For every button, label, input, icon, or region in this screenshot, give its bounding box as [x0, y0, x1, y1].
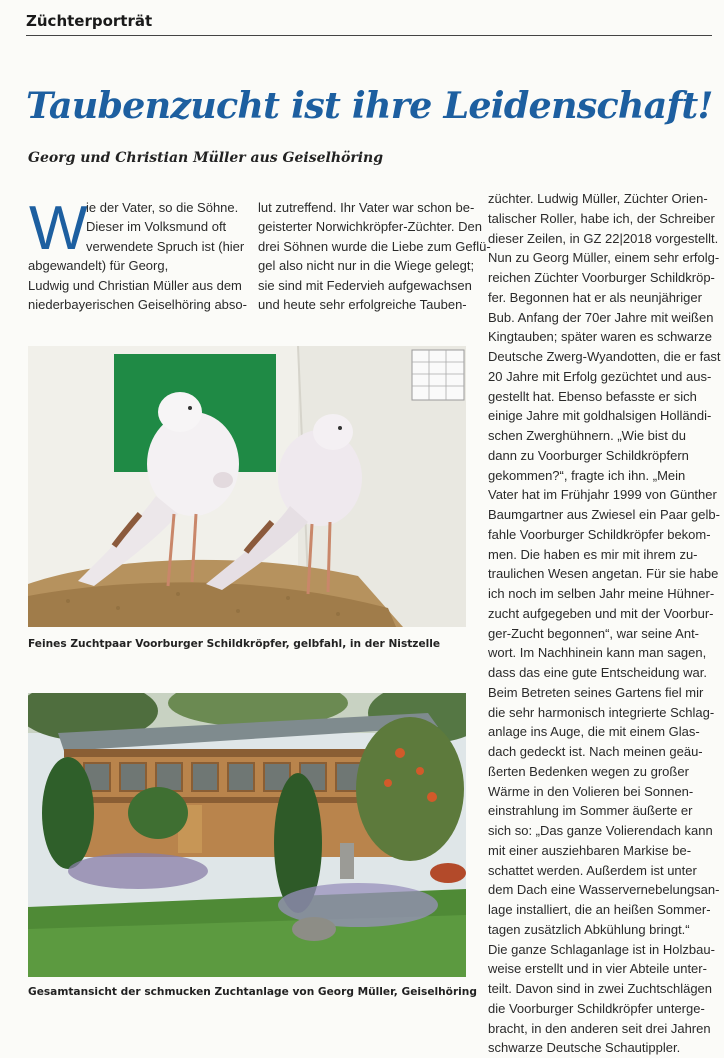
section-divider [26, 35, 712, 36]
text-line: reichen Züchter Voorburger Schildkröp- [488, 270, 715, 285]
drop-cap: W [29, 194, 88, 263]
text-line: schen Zwerghühnern. „Wie bist du [488, 428, 686, 443]
text-column-1 [28, 194, 247, 314]
breeding-facility-photo [28, 693, 466, 977]
text-line: Bub. Anfang der 70er Jahre mit weißen [488, 309, 714, 325]
text-line: mit einer ausziehbaren Markise be- [488, 842, 692, 858]
article-subtitle: Georg und Christian Müller aus Geiselhöring [28, 150, 384, 166]
text-line: gestellt hat. Ebenso befasste er sich [488, 388, 697, 404]
text-line: dann zu Voorburger Schildkröpfern [488, 447, 689, 463]
text-line: bracht, in den anderen seit drei Jahren [488, 1020, 711, 1036]
text-line: abgewandelt) für Georg, [28, 258, 169, 274]
text-line: Kingtauben; später waren es schwarze [488, 329, 713, 345]
text-line: ger-Zucht begonnen“, war seine Ant- [488, 625, 700, 641]
text-line: zucht aufgegeben und mit der Voorbur- [488, 605, 714, 621]
text-line: ßerten Bedenken wegen zu großer [488, 763, 689, 779]
text-line: die sehr harmonisch integrierte Schlag- [488, 704, 715, 720]
text-line: Wärme in den Volieren bei Sonnen- [488, 783, 694, 799]
text-line: Baumgartner aus Zwiesel ein Paar gelb- [488, 507, 720, 522]
text-line: verwendete Spruch ist (hier [86, 238, 245, 254]
text-line: dass das eine gute Entscheidung war. [488, 665, 707, 680]
text-line: Vater hat im Frühjahr 1999 von Günther [488, 487, 717, 503]
text-line: ich noch im selben Jahr meine Hühner- [488, 586, 715, 601]
text-line: dach gedeckt ist. Nach meinen geäu- [488, 744, 703, 759]
text-line: dieser Zeilen, in GZ 22|2018 vorgestellt. [488, 230, 719, 246]
section-label: Züchterporträt [26, 12, 153, 30]
text-line: fer. Begonnen hat er als neunjähriger [488, 289, 702, 305]
text-line: 20 Jahre mit Erfolg gezüchtet und aus- [488, 368, 712, 384]
text-line: Dieser im Volksmund oft [86, 219, 227, 235]
text-line: züchter. Ludwig Müller, Züchter Orien- [488, 191, 708, 206]
text-column-2 [258, 198, 491, 314]
text-line: men. Die haben es mir mit ihrem zu- [488, 546, 698, 562]
text-line: sie sind mit Federvieh aufgewachsen [258, 277, 472, 293]
breeding-facility-illustration [28, 693, 466, 977]
text-line: Nun zu Georg Müller, einem sehr erfolg- [488, 250, 720, 266]
text-line: tagen zusätzlich Abkühlung bringt.“ [488, 921, 690, 937]
text-column-3 [488, 189, 721, 1058]
text-line: gel also nicht nur in die Wiege gelegt; [258, 258, 475, 274]
text-line: traulichen Wesen angetan. Für sie habe [488, 566, 719, 582]
text-line: Die ganze Schlaganlage ist in Holzbau- [488, 941, 715, 957]
text-line: anlage ins Auge, die mit einem Glas- [488, 724, 700, 740]
pigeon-pair-illustration [28, 346, 466, 627]
text-line: lage installiert, die an heißen Sommer- [488, 902, 711, 917]
text-line: ie der Vater, so die Söhne. [86, 200, 239, 215]
text-line: die Voorburger Schildkröpfer unterge- [488, 1000, 705, 1016]
text-line: sich so: „Das ganze Volierendach kann [488, 823, 713, 838]
article-title: Taubenzucht ist ihre Leidenschaft! [26, 84, 713, 127]
text-line: weise erstellt und in vier Abteile unter- [488, 961, 707, 977]
text-line: drei Söhnen wurde die Liebe zum Geflü- [258, 238, 491, 254]
text-line: talischer Roller, habe ich, der Schreiber [488, 210, 715, 226]
text-line: dem Dach eine Wasservernebelungsan- [488, 882, 720, 898]
text-line: Beim Betreten seines Gartens fiel mir [488, 684, 704, 700]
text-line: schattet werden. Außerdem ist unter [488, 862, 697, 878]
text-line: Ludwig und Christian Müller aus dem [28, 277, 242, 293]
text-line: einige Jahre mit goldhalsigen Holländi- [488, 408, 712, 424]
text-line: und heute sehr erfolgreiche Tauben- [258, 296, 467, 312]
text-line: gekommen?“, fragte ich ihn. „Mein [488, 467, 686, 483]
text-line: wort. Im Nachhinein kann man sagen, [488, 645, 707, 661]
figure-caption: Gesamtansicht der schmucken Zuchtanlage von Georg Müller, Geiselhöring [28, 986, 477, 998]
text-line: lut zutreffend. Ihr Vater war schon be- [258, 200, 475, 215]
text-line: Deutsche Zwerg-Wyandotten, die er fast [488, 349, 721, 364]
text-line: teilt. Davon sind in zwei Zuchtschlägen [488, 981, 713, 996]
text-line: niederbayerischen Geiselhöring abso- [28, 296, 247, 312]
pigeon-pair-photo [28, 346, 466, 627]
text-line: schwarze Deutsche Schautippler. [488, 1040, 681, 1056]
text-line: einstrahlung im Sommer äußerte er [488, 803, 693, 819]
figure-caption: Feines Zuchtpaar Voorburger Schildkröpfer, gelbfahl, in der Nistzelle [28, 638, 441, 650]
text-line: fahle Voorburger Schildkröpfer bekom- [488, 526, 711, 542]
text-line: geisterter Norwichkröpfer-Züchter. Den [258, 219, 482, 235]
